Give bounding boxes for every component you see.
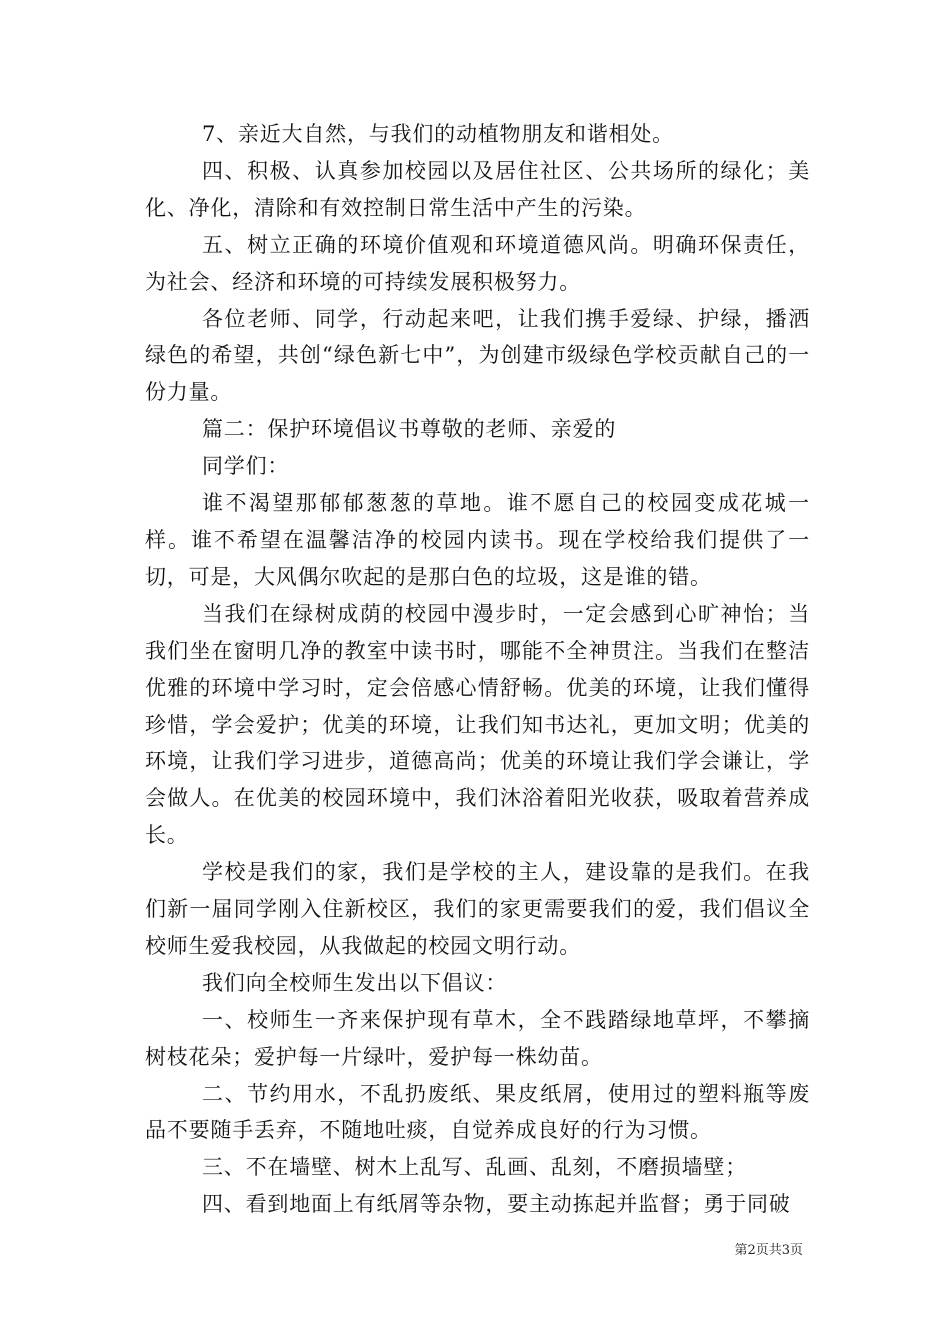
paragraph: 我们向全校师生发出以下倡议： xyxy=(202,970,508,995)
document-body xyxy=(145,116,810,1223)
page-number-footer: 第2页共3页 xyxy=(734,1243,803,1258)
paragraph: 四、看到地面上有纸屑等杂物，要主动拣起并监督；勇于同破 xyxy=(202,1192,791,1217)
paragraph: 当我们在绿树成荫的校园中漫步时，一定会感到心旷神怡；当我们坐在窗明几净的教室中读书时，哪能不全神贯注。当我们在整洁优雅的环境中学习时，定会倍感心情舒畅。优美的环境，让我们懂得珍惜，学会爱护；优美的环境，让我们知书达礼，更加文明；优美的环境，让我们学习进步，道德高尚；优美的环境让我们学会谦让，学会做人。在优美的校园环境中，我们沐浴着阳光收获，吸取着营养成长。 xyxy=(145,601,810,848)
paragraph: 二、节约用水，不乱扔废纸、果皮纸屑，使用过的塑料瓶等废品不要随手丢弃，不随地吐痰，自觉养成良好的行为习惯。 xyxy=(145,1081,810,1143)
paragraph: 7、亲近大自然，与我们的动植物朋友和谐相处。 xyxy=(202,122,674,146)
section-heading: 篇二：保护环境倡议书尊敬的老师、亲爱的 xyxy=(202,417,617,442)
paragraph: 各位老师、同学，行动起来吧，让我们携手爱绿、护绿，播洒绿色的希望，共创“绿色新七中”，为创建市级绿色学校贡献自己的一份力量。 xyxy=(145,306,810,405)
paragraph: 三、不在墙壁、树木上乱写、乱画、乱刻，不磨损墙壁； xyxy=(202,1155,747,1180)
paragraph: 学校是我们的家，我们是学校的主人，建设靠的是我们。在我们新一届同学刚入住新校区，我们的家更需要我们的爱，我们倡议全校师生爱我校园，从我做起的校园文明行动。 xyxy=(145,860,810,958)
paragraph: 四、积极、认真参加校园以及居住社区、公共场所的绿化；美化、净化，清除和有效控制日常生活中产生的污染。 xyxy=(145,158,810,220)
salutation: 同学们： xyxy=(202,454,290,479)
paragraph: 谁不渴望那郁郁葱葱的草地。谁不愿自己的校园变成花城一样。谁不希望在温馨洁净的校园内读书。现在学校给我们提供了一切，可是，大风偶尔吹起的是那白色的垃圾，这是谁的错。 xyxy=(145,491,810,589)
paragraph: 五、树立正确的环境价值观和环境道德风尚。明确环保责任，为社会、经济和环境的可持续发展积极努力。 xyxy=(145,232,810,294)
paragraph: 一、校师生一齐来保护现有草木，全不践踏绿地草坪，不攀摘树枝花朵；爱护每一片绿叶，爱护每一株幼苗。 xyxy=(145,1007,810,1069)
